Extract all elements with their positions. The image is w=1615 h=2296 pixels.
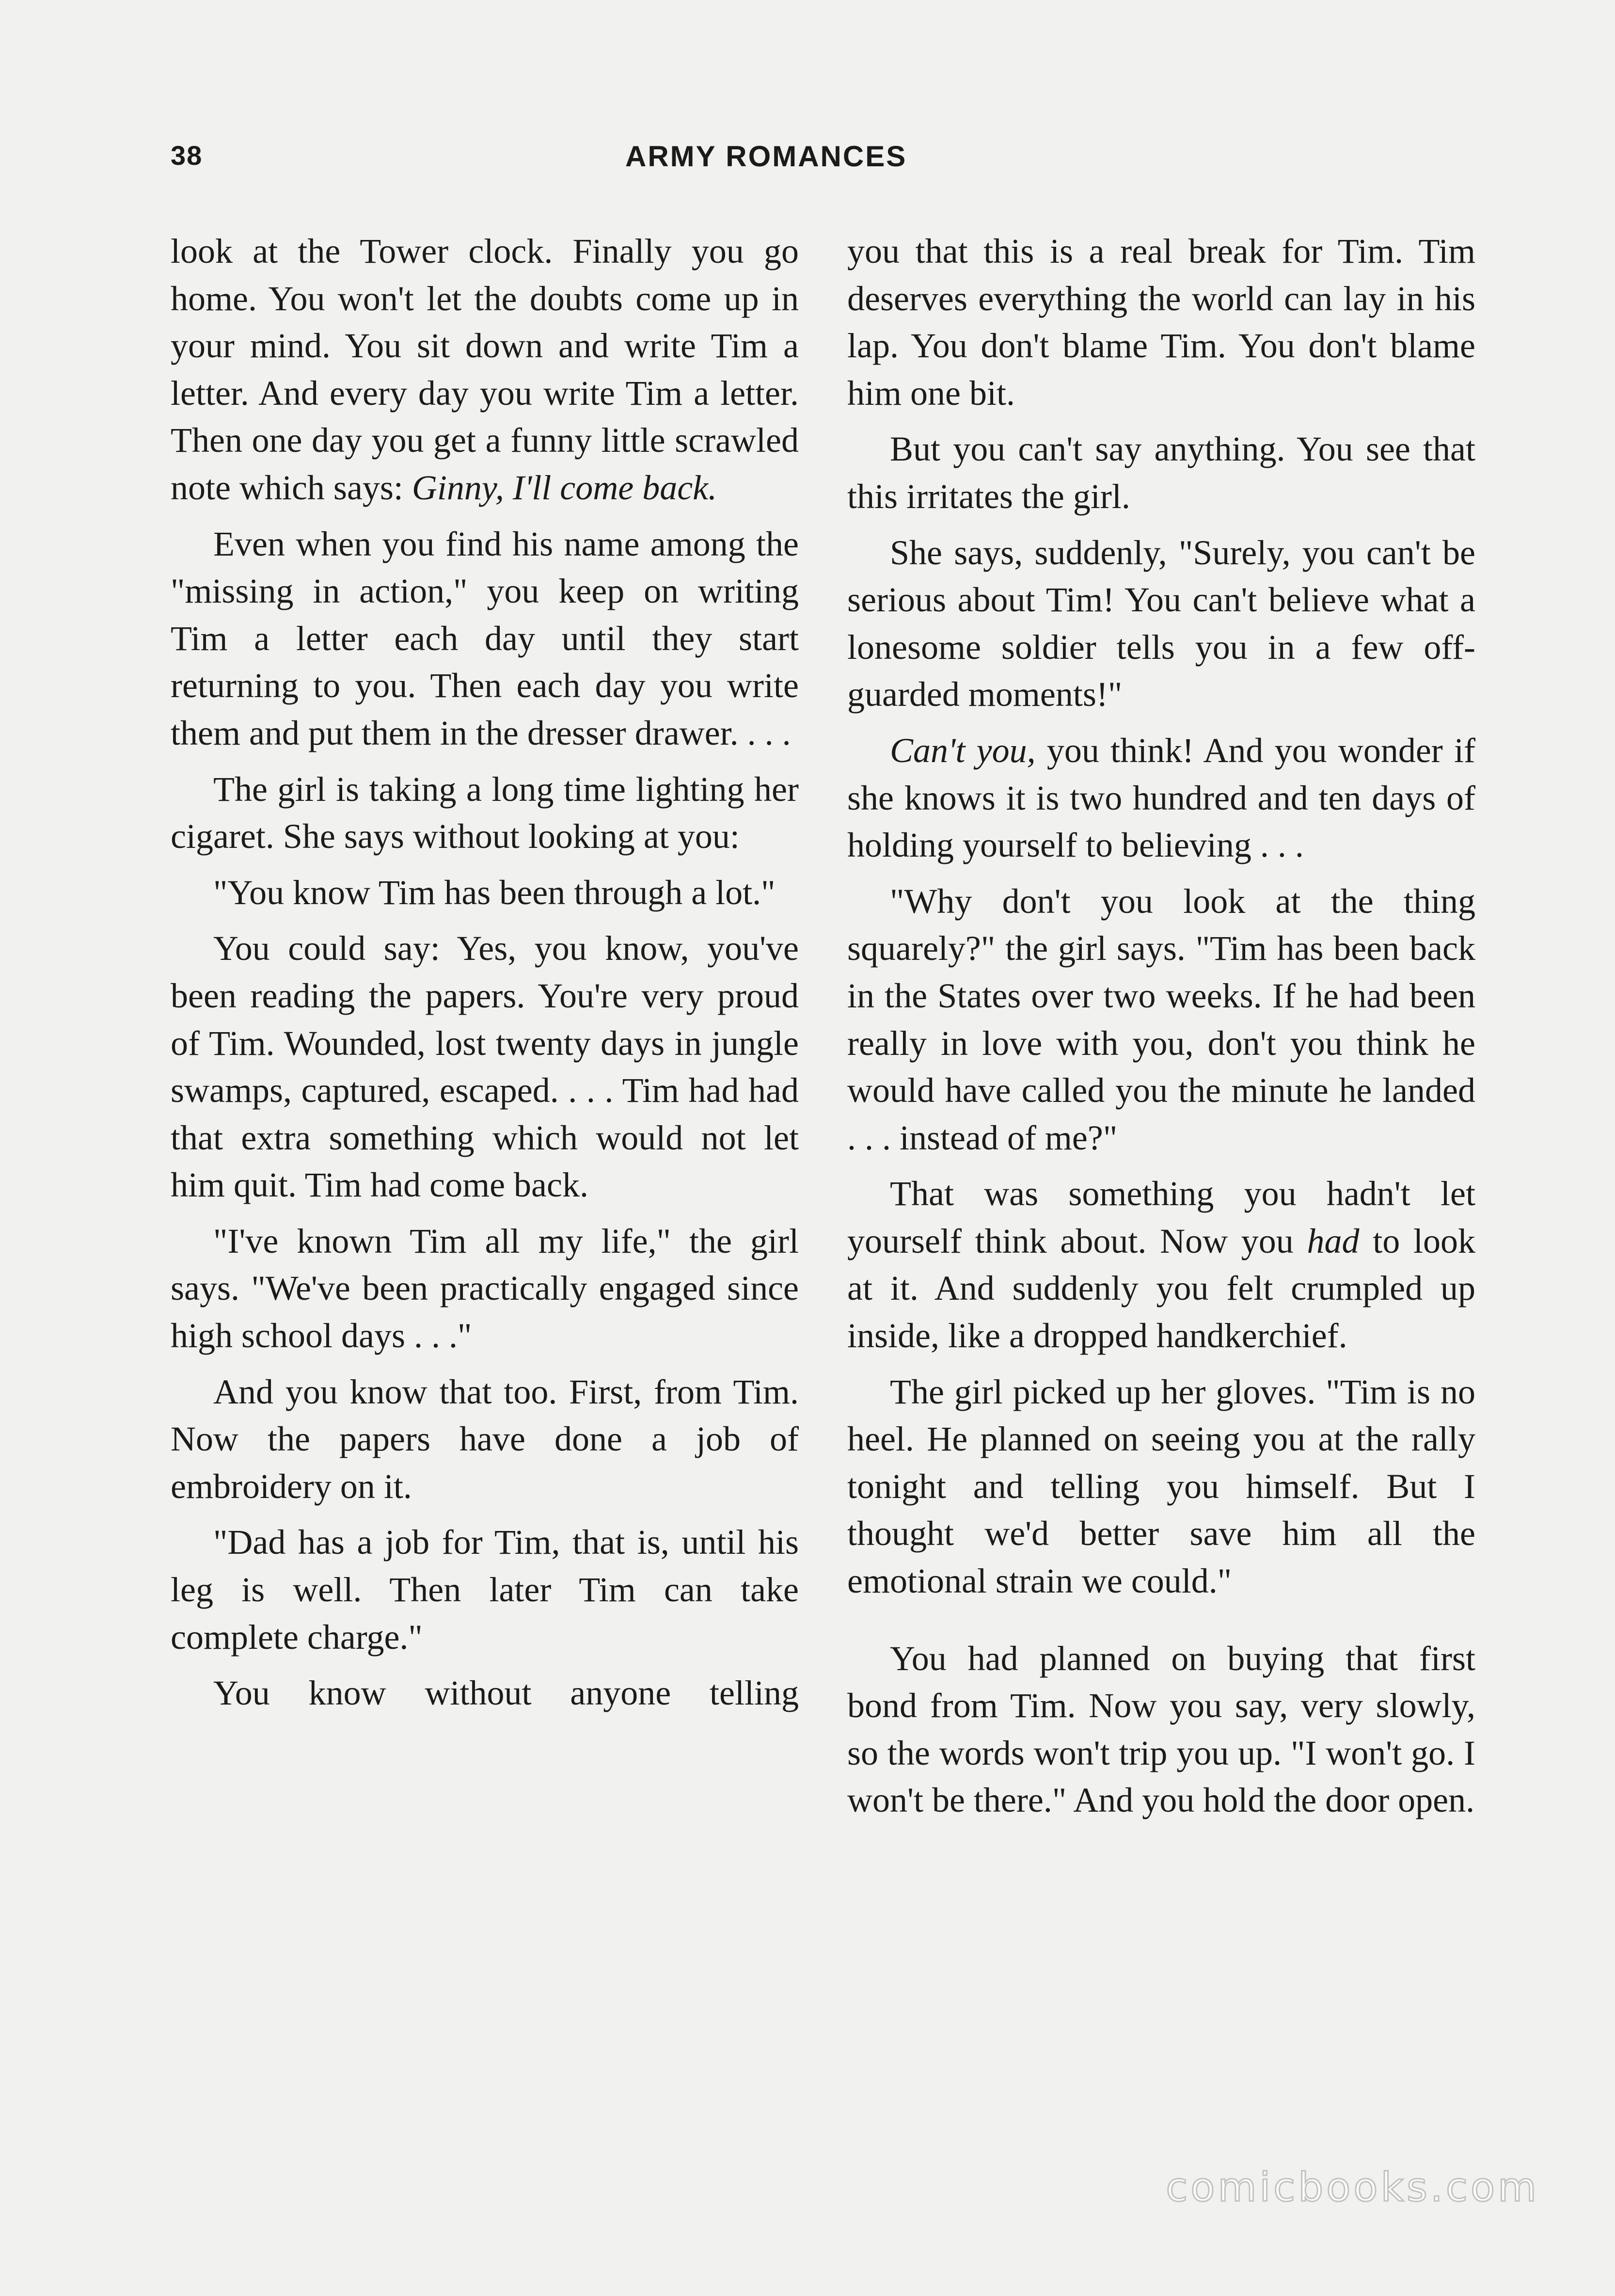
paragraph-text: look at the Tower clock. Finally you go home. You won't let the doubts come up in your mind. You sit down and write Tim a letter. And every day you write Tim a letter. Then one day you get a funny little scrawled note which says:	[171, 232, 799, 507]
italic-text: had	[1307, 1221, 1360, 1260]
left-column	[171, 228, 799, 1726]
running-head: ARMY ROMANCES	[625, 140, 907, 173]
paragraph: But you can't say anything. You see that this irritates the girl.	[847, 430, 1475, 516]
paragraph: The girl picked up her gloves. "Tim is no heel. He planned on seeing you at the rally tonight and telling you himself. But I thought we'd better save him all the emotional strain we could."	[847, 1372, 1475, 1601]
paragraph: "You know Tim has been through a lot."	[213, 873, 776, 912]
italic-text: Ginny, I'll come back.	[412, 468, 717, 507]
right-column	[847, 228, 1475, 1833]
paragraph: "Dad has a job for Tim, that is, until his leg is well. Then later Tim can take complete charge."	[171, 1523, 799, 1657]
paragraph-text: you think! And you wonder if she knows it is two hundred and ten days of holding yourself to believing . . .	[847, 731, 1475, 865]
paragraph: "Why don't you look at the thing squarely?" the girl says. "Tim has been back in the States over two weeks. If he had been really in love with you, don't you think he would have called you the minute he landed . . . instead of me?"	[847, 881, 1475, 1157]
paragraph	[847, 1170, 1475, 1359]
page-number: 38	[171, 140, 203, 171]
paragraph: You know without anyone telling	[213, 1674, 799, 1713]
paragraph-text: That was something you hadn't let yourself think about. Now you	[847, 1174, 1475, 1260]
watermark: comicbooks.com	[1166, 2165, 1539, 2211]
paragraph: She says, suddenly, "Surely, you can't be serious about Tim! You can't believe what a lonesome soldier tells you in a few off-guarded moments!"	[847, 533, 1475, 714]
paragraph: The girl is taking a long time lighting her cigaret. She says without looking at you:	[171, 769, 799, 856]
paragraph	[847, 727, 1475, 869]
paragraph: You could say: Yes, you know, you've been reading the papers. You're very proud of Tim. Wounded, lost twenty days in jungle swamps, captured, escaped. . . . Tim had had that extra something which would not let him quit. Tim had come back.	[171, 929, 799, 1205]
paragraph: you that this is a real break for Tim. Tim deserves everything the world can lay in his lap. You don't blame Tim. You don't blame him one bit.	[847, 232, 1475, 413]
paragraph: You had planned on buying that first bond from Tim. Now you say, very slowly, so the words won't trip you up. "I won't go. I won't be there." And you hold the door open.	[847, 1639, 1475, 1820]
paragraph: Even when you find his name among the "missing in action," you keep on writing Tim a letter each day until they start returning to you. Then each day you write them and put them in the dresser drawer. . . .	[171, 524, 799, 752]
paragraph-text: to look at it. And suddenly you felt crumpled up inside, like a dropped handkerchief.	[847, 1221, 1475, 1355]
paragraph: And you know that too. First, from Tim. Now the papers have done a job of embroidery on it.	[171, 1372, 799, 1506]
paragraph	[171, 228, 799, 512]
italic-text: Can't you,	[890, 731, 1036, 770]
paragraph: "I've known Tim all my life," the girl says. "We've been practically engaged since high school days . . ."	[171, 1221, 799, 1355]
